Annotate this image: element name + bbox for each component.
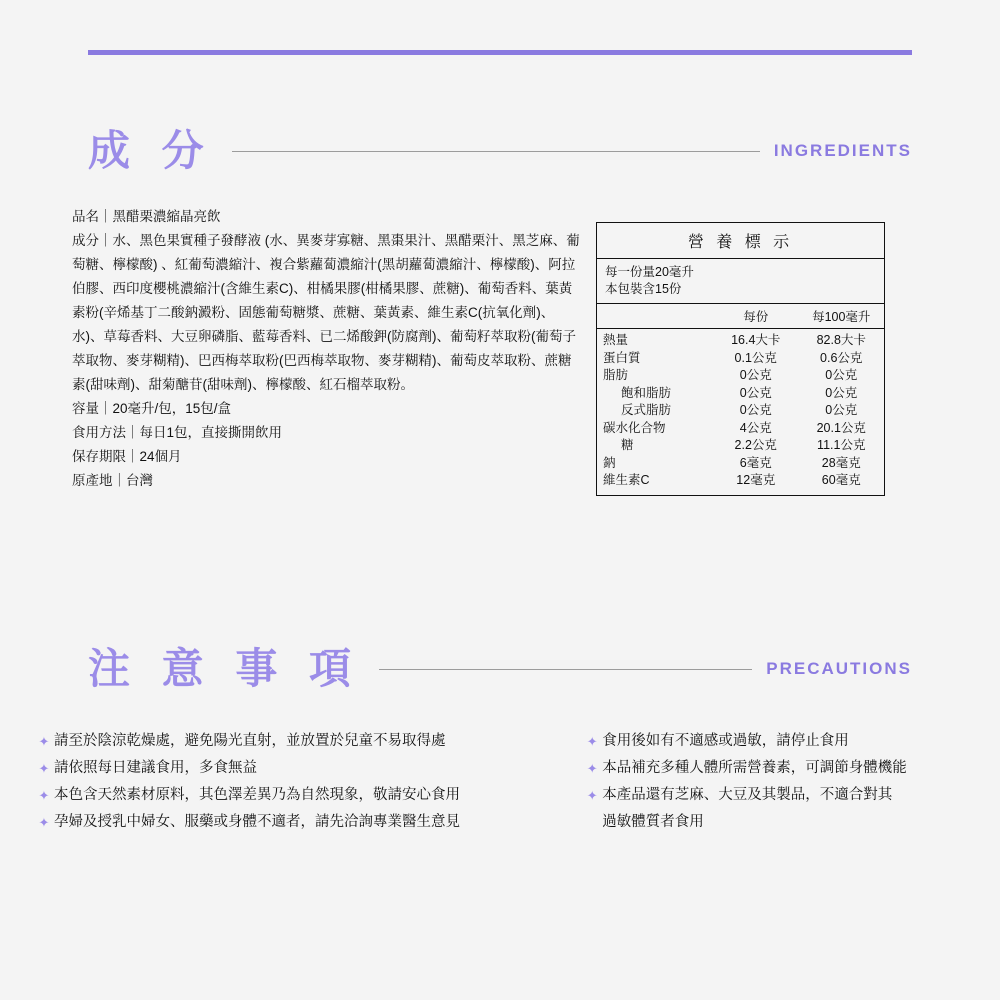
nutrient-per-serving: 12毫克 <box>736 473 776 487</box>
nutrient-per-serving: 0公克 <box>739 403 772 417</box>
table-row <box>597 385 884 403</box>
nutrient-per-100ml: 0公克 <box>825 385 858 400</box>
heading-divider-line <box>379 669 752 670</box>
nutrient-name: 維生素C <box>603 473 650 487</box>
list-item-text: 食用後如有不適感或過敏，請停止食用 <box>602 733 849 749</box>
bullet-star-icon: ✦ <box>586 788 598 803</box>
nutrition-rows <box>597 329 884 495</box>
nutrient-name: 鈉 <box>603 455 616 470</box>
list-item <box>34 728 582 755</box>
nutrient-name: 脂肪 <box>603 368 629 382</box>
nutrient-name: 碳水化合物 <box>603 420 666 435</box>
list-item-text: 本色含天然素材原料，其色澤差異乃為自然現象，敬請安心食用 <box>54 787 460 803</box>
nutrient-per-serving: 6毫克 <box>739 455 772 470</box>
list-item <box>582 755 964 782</box>
list-item <box>582 728 964 755</box>
shelf-life-line: 保存期限｜24個月 <box>72 449 182 464</box>
usage-line: 食用方法｜每日1包，直接撕開飲用 <box>72 425 283 440</box>
ingredients-section-heading <box>88 127 912 174</box>
bullet-star-icon: ✦ <box>38 734 50 749</box>
nutrient-per-serving: 0公克 <box>739 368 772 382</box>
list-item-continuation <box>582 809 964 836</box>
nutrient-per-100ml: 0公克 <box>825 368 858 382</box>
bullet-star-icon: ✦ <box>586 761 598 776</box>
ingredients-list-line: 成分｜水、黑色果實種子發酵液 (水、異麥芽寡糖、黑棗果汁、黑醋栗汁、黑芝麻、葡萄糖、檸檬酸) 、紅葡萄濃縮汁、複合紫蘿蔔濃縮汁(黑胡蘿蔔濃縮汁、檸檬酸)、阿拉伯膠、西印度櫻桃濃縮汁(含維生素C)、柑橘果膠(柑橘果膠、蔗糖)、葡萄香料、葉黃素粉(辛烯基丁二酸鈉澱粉、固態葡萄糖漿、蔗糖、葉黃素、維生素C(抗氧化劑)、水)、草莓香料、大豆卵磷脂、藍莓香料、已二烯酸鉀(防腐劑)、葡萄籽萃取粉(葡萄子萃取物、麥芽糊精)、巴西梅萃取粉(巴西梅萃取物、麥芽糊精)、葡萄皮萃取粉、蔗糖素(甜味劑)、甜菊醣苷(甜味劑)、檸檬酸、紅石榴萃取粉。 <box>72 233 580 392</box>
list-item-text: 本產品還有芝麻、大豆及其製品，不適合對其 <box>602 787 893 803</box>
precautions-title-zh: 注 意 事 項 <box>88 645 362 692</box>
ingredients-info-block <box>72 205 582 493</box>
nutrient-name: 反式脂肪 <box>621 403 672 417</box>
nutrition-column-headers <box>597 304 884 329</box>
list-item <box>34 755 582 782</box>
bullet-star-icon: ✦ <box>38 761 50 776</box>
list-item-text: 請至於陰涼乾燥處，避免陽光直射，並放置於兒童不易取得處 <box>54 733 446 749</box>
table-row <box>597 402 884 420</box>
origin-line: 原產地｜台灣 <box>72 473 153 488</box>
nutrient-per-serving: 16.4大卡 <box>731 333 781 347</box>
precautions-right-column <box>582 728 964 836</box>
bullet-placeholder <box>582 809 602 836</box>
precautions-columns <box>34 728 964 836</box>
list-item <box>582 782 964 809</box>
list-item <box>34 809 582 836</box>
list-item-text: 本品補充多種人體所需營養素，可調節身體機能 <box>602 760 907 776</box>
nutrient-name: 熱量 <box>603 333 629 347</box>
nutrition-serving-info <box>597 259 884 304</box>
nutrient-per-serving: 0公克 <box>739 385 772 400</box>
precautions-section-heading <box>88 645 912 692</box>
nutrient-per-100ml: 0.6公克 <box>820 350 863 365</box>
list-item-text: 過敏體質者食用 <box>602 814 704 830</box>
nutrient-per-serving: 2.2公克 <box>734 438 777 452</box>
nutrient-per-serving: 4公克 <box>739 420 772 435</box>
bullet-star-icon: ✦ <box>586 734 598 749</box>
table-row <box>597 367 884 385</box>
heading-divider-line <box>232 151 760 152</box>
table-row <box>597 420 884 438</box>
nutrient-per-serving: 0.1公克 <box>734 350 777 365</box>
top-divider-rule <box>88 50 912 55</box>
precautions-title-en: PRECAUTIONS <box>766 659 912 678</box>
table-row <box>597 350 884 368</box>
nutrition-title: 營 養 標 示 <box>597 223 884 259</box>
col-header-per-100ml: 每100毫升 <box>812 310 871 324</box>
list-item-text: 孕婦及授乳中婦女、服藥或身體不適者，請先洽詢專業醫生意見 <box>54 814 460 830</box>
servings-per-pack: 本包裝含15份 <box>605 282 682 296</box>
table-row <box>597 455 884 473</box>
nutrient-per-100ml: 60毫克 <box>821 473 861 487</box>
nutrient-name: 飽和脂肪 <box>621 385 672 400</box>
ingredients-title-zh: 成 分 <box>88 127 214 174</box>
table-row <box>597 332 884 350</box>
product-name-line: 品名｜黑醋栗濃縮晶亮飲 <box>72 209 221 224</box>
list-item-text: 請依照每日建議食用，多食無益 <box>54 760 257 776</box>
nutrient-name: 蛋白質 <box>603 350 641 365</box>
list-item <box>34 782 582 809</box>
nutrient-per-100ml: 28毫克 <box>821 455 861 470</box>
nutrient-per-100ml: 0公克 <box>825 403 858 417</box>
bullet-star-icon: ✦ <box>38 788 50 803</box>
nutrient-per-100ml: 82.8大卡 <box>816 333 866 347</box>
col-header-nutrient <box>597 307 713 325</box>
nutrient-per-100ml: 11.1公克 <box>817 438 866 452</box>
bullet-star-icon: ✦ <box>38 815 50 830</box>
precautions-left-column <box>34 728 582 836</box>
serving-size: 每一份量20毫升 <box>605 265 694 279</box>
table-row <box>597 472 884 490</box>
nutrition-facts-table <box>596 222 885 496</box>
nutrient-name: 糖 <box>621 438 634 452</box>
nutrient-per-100ml: 20.1公克 <box>816 420 866 435</box>
table-row <box>597 437 884 455</box>
volume-line: 容量｜20毫升/包，15包/盒 <box>72 401 232 416</box>
col-header-per-serving: 每份 <box>743 310 769 324</box>
ingredients-title-en: INGREDIENTS <box>773 141 912 160</box>
